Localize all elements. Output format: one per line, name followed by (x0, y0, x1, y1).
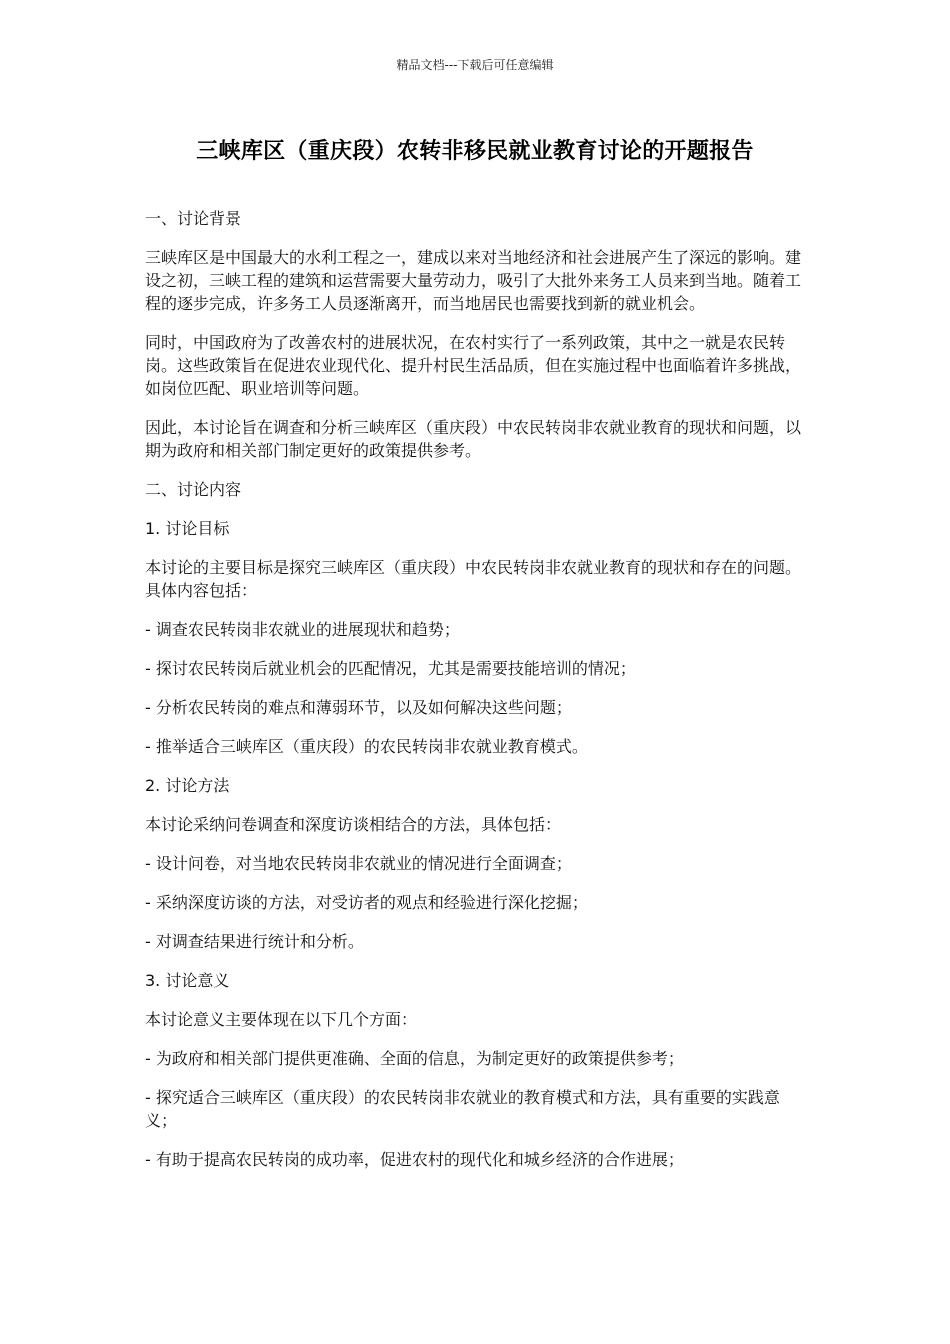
section-heading-content: 二、讨论内容 (145, 480, 242, 499)
list-item: - 对调查结果进行统计和分析。 (145, 932, 364, 951)
list-item: - 采纳深度访谈的方法，对受访者的观点和经验进行深化挖掘； (145, 893, 588, 912)
list-item: - 调查农民转岗非农就业的进展现状和趋势； (145, 620, 460, 639)
list-item: - 设计问卷，对当地农民转岗非农就业的情况进行全面调查； (145, 854, 572, 873)
list-item: - 推举适合三峡库区（重庆段）的农民转岗非农就业教育模式。 (145, 737, 588, 756)
list-item: - 为政府和相关部门提供更准确、全面的信息，为制定更好的政策提供参考； (145, 1049, 684, 1068)
paragraph: 本讨论采纳问卷调查和深度访谈相结合的方法，具体包括： (145, 815, 562, 834)
list-item: - 探究适合三峡库区（重庆段）的农民转岗非农就业的教育模式和方法，具有重要的实践意义； (145, 1088, 780, 1130)
subsection-heading-significance: 3. 讨论意义 (145, 971, 230, 990)
section-heading-background: 一、讨论背景 (145, 209, 242, 228)
document-title: 三峡库区（重庆段）农转非移民就业教育讨论的开题报告 (196, 139, 754, 164)
list-item: - 有助于提高农民转岗的成功率，促进农村的现代化和城乡经济的合作进展； (145, 1150, 684, 1169)
document-body (145, 207, 810, 1187)
list-item: - 分析农民转岗的难点和薄弱环节，以及如何解决这些问题； (145, 698, 572, 717)
paragraph: 本讨论意义主要体现在以下几个方面： (145, 1010, 418, 1029)
header-note: 精品文档---下载后可任意编辑 (396, 58, 554, 72)
paragraph: 三峡库区是中国最大的水利工程之一，建成以来对当地经济和社会进展产生了深远的影响。建设之初，三峡工程的建筑和运营需要大量劳动力，吸引了大批外来务工人员来到当地。随着工程的逐步完成，许多务工人员逐渐离开，而当地居民也需要找到新的就业机会。 (145, 248, 802, 313)
list-item: - 探讨农民转岗后就业机会的匹配情况，尤其是需要技能培训的情况； (145, 659, 636, 678)
paragraph: 本讨论的主要目标是探究三峡库区（重庆段）中农民转岗非农就业教育的现状和存在的问题。具体内容包括： (145, 558, 802, 600)
paragraph: 同时，中国政府为了改善农村的进展状况，在农村实行了一系列政策，其中之一就是农民转岗。这些政策旨在促进农业现代化、提升村民生活品质，但在实施过程中也面临着许多挑战，如岗位匹配、职业培训等问题。 (145, 333, 802, 398)
paragraph: 因此，本讨论旨在调查和分析三峡库区（重庆段）中农民转岗非农就业教育的现状和问题，以期为政府和相关部门制定更好的政策提供参考。 (145, 418, 802, 460)
subsection-heading-goals: 1. 讨论目标 (145, 519, 230, 538)
subsection-heading-methods: 2. 讨论方法 (145, 776, 230, 795)
